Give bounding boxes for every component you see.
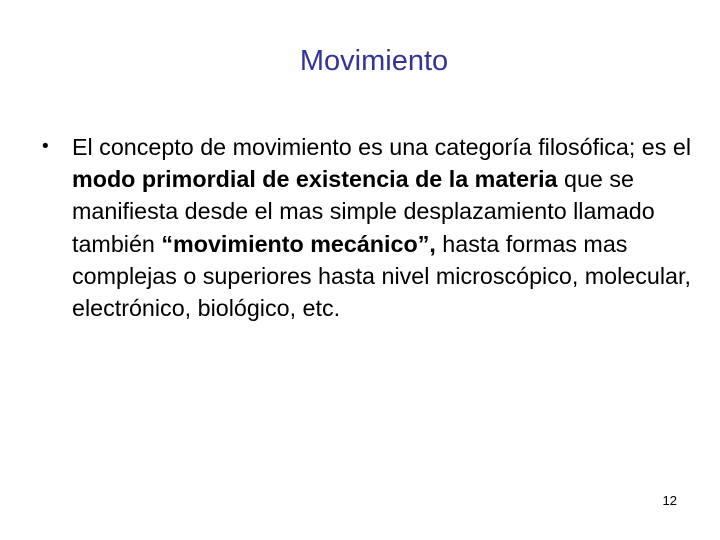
- bullet-text-part-2: que se manifiesta desde el mas simple desplazamiento llamado también: [72, 166, 655, 257]
- page-number: 12: [662, 493, 677, 508]
- slide-title-text: Movimiento: [299, 45, 449, 77]
- bullet-text-part-1: El concepto de movimiento es una categoría filosófica; es el: [72, 134, 692, 160]
- bullet-dot-icon: •: [42, 136, 49, 157]
- bullet-list: [42, 131, 692, 324]
- bullet-item: [42, 131, 692, 324]
- bullet-bold-phrase-2: “movimiento mecánico”,: [161, 230, 436, 257]
- bullet-bold-phrase-1: modo primordial de existencia de la materia: [72, 166, 558, 193]
- bullet-text-part-3: hasta formas mas complejas o superiores hasta nivel microscópico, molecular, electrónico, biológico, etc.: [72, 230, 691, 322]
- slide-title: [0, 42, 720, 80]
